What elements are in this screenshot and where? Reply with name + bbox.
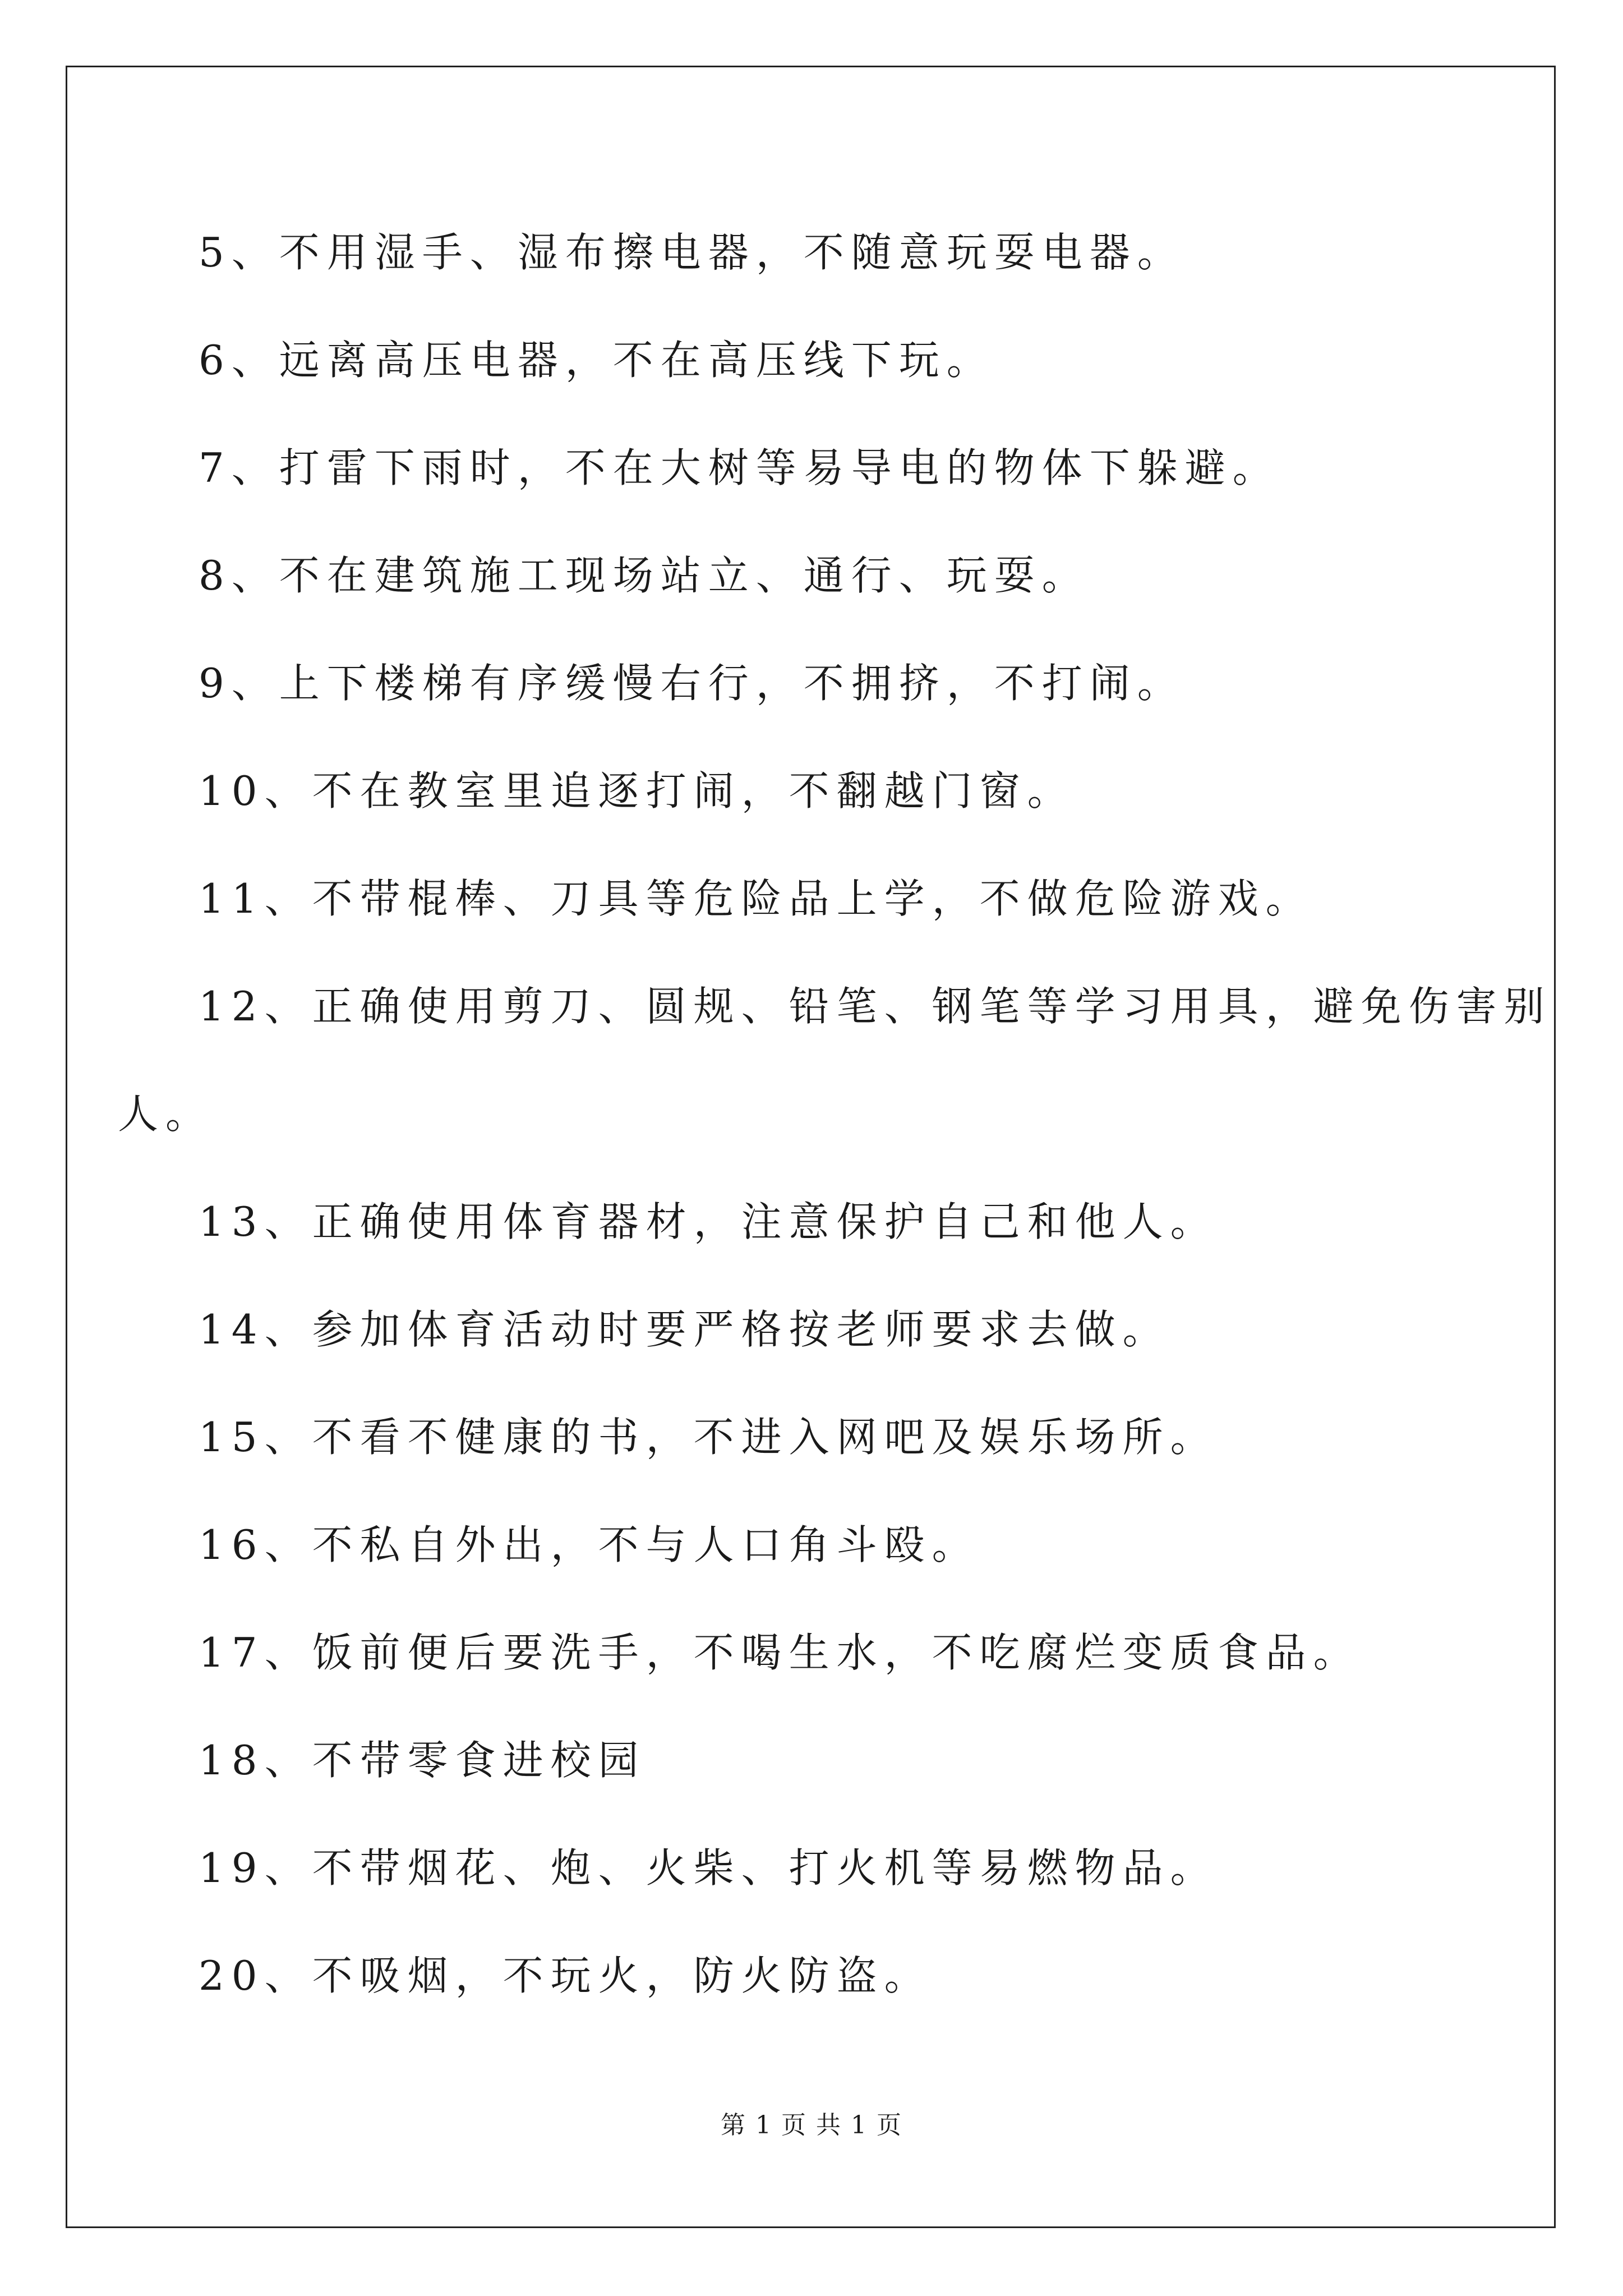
list-item: 5、不用湿手、湿布擦电器，不随意玩耍电器。 (199, 229, 1185, 276)
page-footer: 第 1 页 共 1 页 (721, 2111, 902, 2139)
list-item: 18、不带零食进校园 (199, 1737, 646, 1784)
page-border (66, 66, 1556, 2228)
list-item: 19、不带烟花、炮、火柴、打火机等易燃物品。 (199, 1844, 1218, 1892)
list-item: 10、不在教室里追逐打闹，不翻越门窗。 (199, 767, 1075, 815)
list-item: 9、上下楼梯有序缓慢右行，不拥挤，不打闹。 (199, 660, 1185, 707)
list-item: 8、不在建筑施工现场站立、通行、玩耍。 (199, 552, 1090, 599)
list-item: 17、饭前便后要洗手，不喝生水，不吃腐烂变质食品。 (199, 1629, 1361, 1676)
list-item: 20、不吸烟，不玩火，防火防盗。 (199, 1952, 932, 1999)
list-item-continuation (118, 1087, 1488, 1141)
list-item: 16、不私自外出，不与人口角斗殴。 (199, 1521, 980, 1568)
list-item: 15、不看不健康的书，不进入网吧及娱乐场所。 (199, 1414, 1218, 1461)
list-item: 6、远离高压电器，不在高压线下玩。 (199, 337, 994, 384)
list-item: 13、正确使用体育器材，注意保护自己和他人。 (199, 1198, 1218, 1245)
list-item: 7、打雷下雨时，不在大树等易导电的物体下躲避。 (199, 444, 1280, 491)
list-item-continuation-text: 人。 (118, 1091, 214, 1138)
list-item: 12、正确使用剪刀、圆规、铅笔、钢笔等学习用具，避免伤害别 (199, 983, 1552, 1030)
list-item: 14、参加体育活动时要严格按老师要求去做。 (199, 1306, 1170, 1353)
list-item: 11、不带棍棒、刀具等危险品上学，不做危险游戏。 (199, 875, 1313, 922)
